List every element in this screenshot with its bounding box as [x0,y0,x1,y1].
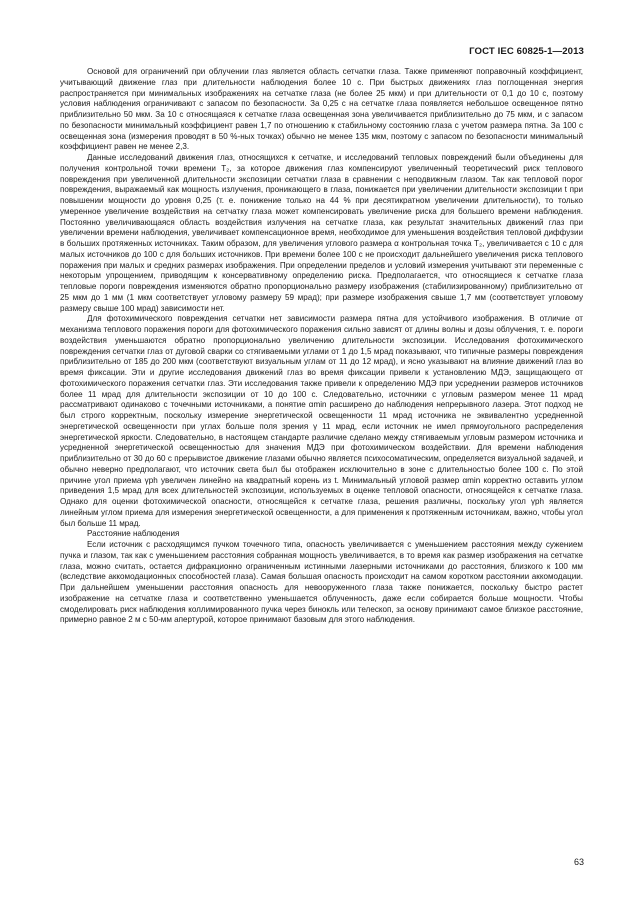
paragraph-viewing-distance: Если источник с расходящимся пучком точечного типа, опасность увеличивается с уменьшением расстояния между сужением пучка и глазом, так как с уменьшением расстояния собранная мощность увеличивается, в то время как размер изображения на сетчатке глаза, можно считать, остается дифракционно ограниченным истинными лазерными источниками до расстояния, близкого к 100 мм (вследствие аккомодационных способностей глаза). Самая большая опасность происходит на самом коротком расстоянии аккомодации. При дальнейшем уменьшении расстояния опасность для невооруженного глаза также понижается, поскольку быстро растет изображение на сетчатке глаза и соответственно уменьшается облученность, даже если собирается больше мощности. Чтобы смоделировать риск наблюдения коллимированного пучка через бинокль или телескоп, за основу принимают самое близкое расстояние, примерно равное 2 м с 50-мм апертурой, которое принимают базовым для этого наблюдения. [60,540,583,625]
document-standard-header: ГОСТ IEC 60825-1—2013 [469,46,584,57]
paragraph-thermal-damage: Данные исследований движения глаз, относящихся к сетчатке, и исследований тепловых повреждений были объединены для получения контрольной точки времени T₂, за которое движения глаз компенсируют увеличенный теоретический риск теплового повреждения при увеличенной длительности экспозиции сетчатки глаза в сравнении с неподвижным глазом. Так как тепловой порог повреждения, выражаемый как мощность излучения, проникающего в глаза, понижается при увеличении длительности экспозиции t при повышении мощности до уровня 0,25 (т. е. понижение только на 44 % при десятикратном увеличении длительности), то только умеренное увеличение воздействия на сетчатку глаза может компенсировать увеличение риска для большего времени наблюдения. Постоянно увеличивающаяся область воздействия излучения на сетчатке глаза, как результат значительных движений глаз при увеличении времени наблюдения, увеличивает компенсационное время, необходимое для уменьшения воздействия тепловой диффузии в больших протяженных источниках. Таким образом, для увеличения углового размера α контрольная точка T₂, увеличивается с 10 с для малых источников до 100 с для больших источников. При времени более 100 с не происходит дальнейшего увеличения риска теплового поражения при малых и средних размерах изображения. При определении пределов и условий измерения учитывают эти переменные с некоторым упрощением, приводящим к консервативному определению риска. Предполагается, что относящиеся к сетчатке глаза тепловые пороги повреждения изменяются обратно пропорционально размеру изображения (стабилизированному) приблизительно от 25 мкм до 1 мм (1 мкм соответствует угловому размеру 59 мрад); при размере изображения свыше 1,7 мм (соответствует угловому размеру свыше 100 мрад) зависимости нет. [60,153,583,313]
section-subheading-viewing-distance: Расстояние наблюдения [87,529,180,539]
paragraph-eye-exposure-basis: Основой для ограничений при облучении глаз является область сетчатки глаза. Также применяют поправочный коэффициент, учитывающий движение глаз при длительности наблюдения более 10 с. При быстрых движениях глаз поглощенная энергия распространяется при минимальных изображениях на сетчатке глаза (не более 25 мкм) и при длительности от 0,1 до 10 с, поэтому условия наблюдения ограничивают с запасом по безопасности. За 0,25 с на сетчатке глаза появляется небольшое освещенное пятно приблизительно 50 мкм. За 10 с относящаяся к сетчатке глаза освещенная зона увеличивается приблизительно до 75 мкм, и с запасом по безопасности минимальный коэффициент равен 1,7 по отношению к стабильному состоянию глаза с учетом размера пятна. За 100 с освещенная зона (измерения проводят в 50 %-ных точках) обычно не менее 135 мкм, поэтому с запасом по безопасности минимальный коэффициент равен не менее 2,3. [60,67,583,152]
document-body [60,67,583,626]
page-number: 63 [573,857,584,867]
paragraph-photochemical-damage: Для фотохимического повреждения сетчатки нет зависимости размера пятна для устойчивого изображения. В отличие от механизма теплового поражения пороги для фотохимического поражения сильно зависят от длины волны и дозы облучения, т. е. пороги воздействия уменьшаются обратно пропорционально увеличению длительности экспозиции. Исследования фотохимического повреждения сетчатки глаз от дуговой сварки со стягиваемыми углами от 1 до 1,5 мрад показывают, что типичные размеры повреждения приблизительно от 185 до 200 мкм (соответствуют визуальным углам от 11 до 12 мрад), и ясно указывают на влияние движений глаз во время фиксации. Эти и другие исследования движений глаз во время фиксации привели к установлению МДЭ, защищающего от фотохимического поражения сетчатки глаз. Эти исследования также привели к определению МДЭ при усреднении размеров источников более 11 мрад для длительности экспозиции от 10 до 100 с. Следовательно, источники с угловым размером менее 11 мрад рассматривают одинаково с точечными источниками, а понятие αmin расширено до наблюдения непрерывного лазера. Этот подход не был строго корректным, поскольку измерение энергетической освещенности 11 мрад источника не эквивалентно усредненной энергетической освещенности при углах больше поля зрения γ 11 мрад, если источник не имел прямоугольного распределения энергетической яркости. Следовательно, в настоящем стандарте различие сделано между стягиваемым угловым размером источника и усредненной энергетической освещенностью для значения МДЭ при фотохимическом воздействии. Для времени наблюдения приблизительно от 30 до 60 с прерывистое движение глазами обычно является психосоматическим, определяется визуальной задачей, и обычно неверно предполагают, что источник света был бы отображен исключительно в зоне с длительностью более 100 с. По этой причине угол приема γph увеличен линейно на квадратный корень из t. Минимальный угловой размер αmin корректно оставить углом приведения 1,5 мрад для всех длительностей экспозиции, используемых в оценке тепловой опасности, относящейся к сетчатке глаза. Однако для оценки фотохимической опасности, относящейся к сетчатке глаза, решения различны, поскольку угол γph является линейным углом приема для измерения энергетической освещенности, а для применения к протяженным источникам, важно, чтобы угол был больше 11 мрад. [60,314,583,528]
